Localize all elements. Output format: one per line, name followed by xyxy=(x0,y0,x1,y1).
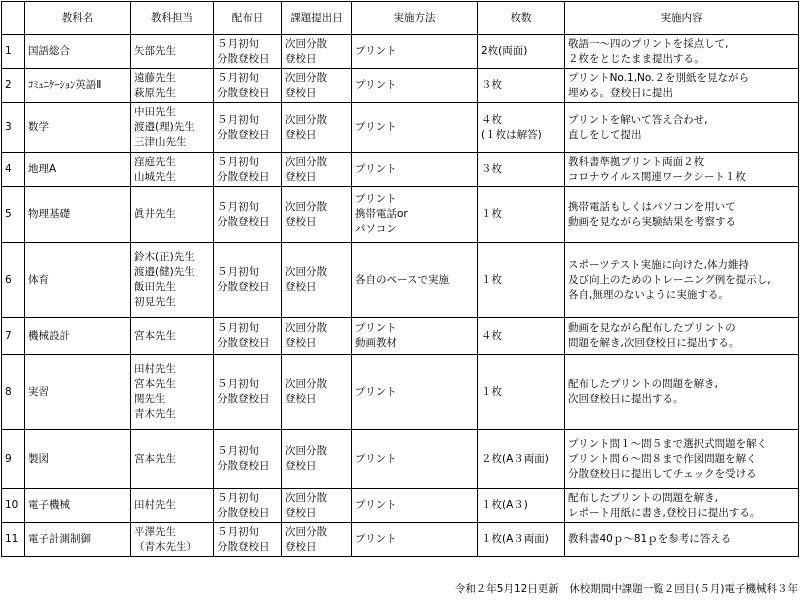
cell-content-line: 及び向上のためのトレーニング例を提示し, xyxy=(568,273,771,286)
cell-method-line: プリント xyxy=(355,322,397,334)
cell-method xyxy=(352,35,478,69)
cell-sheet-count-line: ３枚 xyxy=(481,163,502,175)
cell-due-date xyxy=(282,153,352,187)
cell-teachers-line: 渡邉(健)先生 xyxy=(134,266,195,278)
cell-due-date-line: 登校日 xyxy=(285,460,317,472)
cell-sheet-count-line: １枚 xyxy=(481,208,502,220)
cell-subject: 電子機械 xyxy=(25,489,131,523)
cell-due-date-line: 次回分散 xyxy=(285,155,327,168)
cell-subject: 電子計測制御 xyxy=(25,523,131,557)
cell-distribution-date-line: 分散登校日 xyxy=(217,540,270,553)
cell-due-date-line: 登校日 xyxy=(285,86,317,99)
cell-teachers-line: 眞井先生 xyxy=(134,208,176,220)
cell-due-date-line: 次回分散 xyxy=(285,266,327,278)
cell-teachers-line: 宮本先生 xyxy=(134,378,176,390)
cell-teachers xyxy=(131,187,214,243)
cell-method-line: 携帯電話or xyxy=(355,208,408,220)
table-row xyxy=(2,69,799,103)
cell-sheet-count-line: ４枚 xyxy=(481,329,502,342)
cell-subject: 実習 xyxy=(25,355,131,430)
cell-subject: 製図 xyxy=(25,430,131,489)
cell-teachers xyxy=(131,489,214,523)
cell-distribution-date-line: ５月初旬 xyxy=(217,71,259,84)
cell-no: 1 xyxy=(2,35,25,69)
table-row xyxy=(2,318,799,355)
cell-content xyxy=(565,489,799,523)
cell-subject: 機械設計 xyxy=(25,318,131,355)
table-body xyxy=(2,35,799,557)
cell-distribution-date xyxy=(214,430,282,489)
header-due-date: 課題提出日 xyxy=(282,2,352,35)
cell-due-date-line: 登校日 xyxy=(285,393,317,405)
cell-teachers xyxy=(131,318,214,355)
cell-due-date xyxy=(282,355,352,430)
footer-note: 令和２年5月12日更新 休校期間中課題一覧２回目(５月)電子機械科３年 xyxy=(454,583,798,595)
header-row xyxy=(2,2,799,35)
cell-no: 6 xyxy=(2,243,25,318)
cell-content-line: 分散登校日に提出してチェックを受ける xyxy=(568,467,757,480)
cell-sheet-count xyxy=(478,523,565,557)
cell-sheet-count xyxy=(478,187,565,243)
cell-distribution-date xyxy=(214,318,282,355)
cell-teachers xyxy=(131,69,214,103)
table-row xyxy=(2,243,799,318)
cell-due-date-line: 登校日 xyxy=(285,506,317,519)
cell-content-line: 各自,無理のないように実施する。 xyxy=(568,288,729,301)
cell-method xyxy=(352,187,478,243)
cell-content-line: 教科書40ｐ～81ｐを参考に答える xyxy=(568,533,732,545)
cell-distribution-date-line: 分散登校日 xyxy=(217,215,270,228)
cell-sheet-count-line: １枚 xyxy=(481,385,502,398)
cell-distribution-date-line: 分散登校日 xyxy=(217,52,270,65)
cell-distribution-date-line: 分散登校日 xyxy=(217,128,270,141)
cell-teachers xyxy=(131,523,214,557)
cell-content-line: スポーツテスト実施に向けた,体力維持 xyxy=(568,258,749,271)
cell-teachers-line: 矢部先生 xyxy=(134,45,176,57)
cell-method-line: プリント xyxy=(355,163,397,175)
cell-sheet-count-line: １枚(A３) xyxy=(481,499,528,511)
cell-teachers xyxy=(131,153,214,187)
cell-distribution-date xyxy=(214,35,282,69)
cell-teachers-line: 青木先生 xyxy=(134,408,176,420)
header-no xyxy=(2,2,25,35)
cell-method-line: 動画教材 xyxy=(355,337,397,349)
cell-content-line: プリント問１～問５まで選択式問題を解く xyxy=(568,437,768,450)
cell-no: 7 xyxy=(2,318,25,355)
cell-due-date xyxy=(282,523,352,557)
cell-due-date xyxy=(282,430,352,489)
cell-no: 8 xyxy=(2,355,25,430)
cell-content xyxy=(565,318,799,355)
cell-content-line: 教科書準拠プリント両面２枚 xyxy=(568,155,705,168)
cell-method xyxy=(352,243,478,318)
cell-due-date-line: 登校日 xyxy=(285,215,317,228)
cell-distribution-date-line: ５月初旬 xyxy=(217,113,259,126)
cell-teachers-line: 飯田先生 xyxy=(134,281,176,293)
cell-distribution-date xyxy=(214,153,282,187)
cell-due-date xyxy=(282,489,352,523)
cell-content xyxy=(565,153,799,187)
cell-teachers xyxy=(131,35,214,69)
cell-teachers-line: 初見先生 xyxy=(134,296,176,308)
cell-sheet-count xyxy=(478,153,565,187)
header-method: 実施方法 xyxy=(352,2,478,35)
cell-teachers-line: 関先生 xyxy=(134,393,166,405)
cell-content xyxy=(565,243,799,318)
cell-content-line: 動画を見ながら配布したプリントの xyxy=(568,322,736,334)
cell-subject: 体育 xyxy=(25,243,131,318)
cell-distribution-date-line: ５月初旬 xyxy=(217,155,259,168)
cell-teachers-line: 宮本先生 xyxy=(134,329,176,342)
cell-no: 10 xyxy=(2,489,25,523)
cell-content-line: 配布したプリントの問題を解き, xyxy=(568,378,718,390)
cell-method-line: プリント xyxy=(355,533,397,545)
cell-distribution-date-line: 分散登校日 xyxy=(217,281,270,293)
cell-content-line: 次回登校日に提出する。 xyxy=(568,393,684,405)
cell-method-line: プリント xyxy=(355,121,397,133)
cell-sheet-count-line: ３枚 xyxy=(481,79,502,91)
cell-sheet-count xyxy=(478,430,565,489)
cell-distribution-date xyxy=(214,489,282,523)
table-row xyxy=(2,35,799,69)
cell-due-date xyxy=(282,318,352,355)
cell-content-line: コロナウイルス関連ワークシート１枚 xyxy=(568,170,746,183)
cell-no: 5 xyxy=(2,187,25,243)
cell-sheet-count xyxy=(478,35,565,69)
cell-method-line: プリント xyxy=(355,45,397,57)
table-row xyxy=(2,430,799,489)
cell-sheet-count xyxy=(478,243,565,318)
table-row xyxy=(2,523,799,557)
cell-distribution-date xyxy=(214,187,282,243)
cell-sheet-count-line: (１枚は解答) xyxy=(481,128,542,141)
cell-distribution-date-line: 分散登校日 xyxy=(217,393,270,405)
cell-teachers xyxy=(131,355,214,430)
cell-due-date-line: 登校日 xyxy=(285,337,317,349)
cell-content xyxy=(565,69,799,103)
cell-content xyxy=(565,35,799,69)
header-teachers: 教科担当 xyxy=(131,2,214,35)
cell-teachers-line: 窪庭先生 xyxy=(134,155,176,168)
header-distribution-date: 配布日 xyxy=(214,2,282,35)
cell-method xyxy=(352,318,478,355)
cell-distribution-date xyxy=(214,355,282,430)
cell-content-line: ２枚をとじたまま提出する。 xyxy=(568,52,705,65)
cell-due-date-line: 登校日 xyxy=(285,170,317,183)
cell-method-line: プリント xyxy=(355,193,397,205)
cell-teachers-line: 田村先生 xyxy=(134,499,176,511)
cell-distribution-date-line: 分散登校日 xyxy=(217,506,270,519)
cell-teachers-line: 三津山先生 xyxy=(134,136,187,148)
cell-teachers xyxy=(131,430,214,489)
cell-due-date-line: 次回分散 xyxy=(285,322,327,334)
header-subject: 教科名 xyxy=(25,2,131,35)
cell-method-line: プリント xyxy=(355,499,397,511)
cell-sheet-count xyxy=(478,69,565,103)
header-sheet-count: 枚数 xyxy=(478,2,565,35)
cell-teachers-line: 渡邉(理)先生 xyxy=(134,121,195,133)
cell-distribution-date-line: ５月初旬 xyxy=(217,322,259,334)
cell-method-line: プリント xyxy=(355,79,397,91)
cell-teachers-line: 萩原先生 xyxy=(134,86,176,99)
cell-distribution-date-line: 分散登校日 xyxy=(217,170,270,183)
cell-distribution-date-line: ５月初旬 xyxy=(217,200,259,213)
cell-method xyxy=(352,489,478,523)
assignment-table xyxy=(1,1,799,557)
cell-sheet-count xyxy=(478,355,565,430)
cell-content-line: 配布したプリントの問題を解き, xyxy=(568,491,718,504)
cell-content-line: プリントを解いて答え合わせ, xyxy=(568,113,708,126)
cell-method-line: 各自のペースで実施 xyxy=(355,273,449,286)
cell-method xyxy=(352,355,478,430)
cell-sheet-count xyxy=(478,103,565,153)
cell-subject: 地理A xyxy=(25,153,131,187)
cell-sheet-count-line: ２枚(A３両面) xyxy=(481,452,549,465)
cell-content-line: 携帯電話もしくはパソコンを用いて xyxy=(568,200,736,213)
cell-content-line: プリントNo.1,No.２を別紙を見ながら xyxy=(568,71,749,84)
cell-content xyxy=(565,523,799,557)
cell-method-line: プリント xyxy=(355,452,397,465)
cell-due-date-line: 次回分散 xyxy=(285,71,327,84)
table-row xyxy=(2,187,799,243)
cell-due-date-line: 登校日 xyxy=(285,128,317,141)
cell-distribution-date-line: 分散登校日 xyxy=(217,460,270,472)
cell-distribution-date-line: ５月初旬 xyxy=(217,491,259,504)
cell-teachers-line: 宮本先生 xyxy=(134,452,176,465)
cell-sheet-count-line: １枚 xyxy=(481,273,502,286)
table-row xyxy=(2,355,799,430)
cell-method xyxy=(352,69,478,103)
cell-content xyxy=(565,430,799,489)
cell-teachers xyxy=(131,103,214,153)
cell-content xyxy=(565,187,799,243)
cell-teachers xyxy=(131,243,214,318)
cell-distribution-date-line: ５月初旬 xyxy=(217,525,259,538)
cell-due-date xyxy=(282,243,352,318)
cell-sheet-count-line: 2枚(両面) xyxy=(481,45,528,57)
cell-method-line: プリント xyxy=(355,385,397,398)
cell-teachers-line: 田村先生 xyxy=(134,363,176,375)
cell-distribution-date xyxy=(214,69,282,103)
cell-content-line: 動画を見ながら実験結果を考察する xyxy=(568,215,736,228)
cell-subject: 数学 xyxy=(25,103,131,153)
cell-sheet-count-line: １枚(A３両面) xyxy=(481,533,549,545)
cell-teachers-line: 中田先生 xyxy=(134,106,176,118)
cell-distribution-date xyxy=(214,243,282,318)
cell-distribution-date-line: ５月初旬 xyxy=(217,37,259,50)
cell-distribution-date xyxy=(214,103,282,153)
cell-teachers-line: （青木先生） xyxy=(134,540,197,553)
cell-distribution-date-line: ５月初旬 xyxy=(217,266,259,278)
cell-content xyxy=(565,103,799,153)
cell-due-date-line: 登校日 xyxy=(285,52,317,65)
cell-due-date-line: 次回分散 xyxy=(285,491,327,504)
cell-due-date-line: 次回分散 xyxy=(285,445,327,457)
cell-no: 11 xyxy=(2,523,25,557)
cell-due-date-line: 登校日 xyxy=(285,281,317,293)
cell-teachers-line: 鈴木(正)先生 xyxy=(134,251,195,263)
cell-due-date-line: 次回分散 xyxy=(285,200,327,213)
cell-method xyxy=(352,153,478,187)
cell-content-line: 敬語一～四のプリントを採点して, xyxy=(568,37,729,50)
cell-distribution-date-line: 分散登校日 xyxy=(217,337,270,349)
cell-sheet-count xyxy=(478,318,565,355)
cell-subject: 国語総合 xyxy=(25,35,131,69)
cell-distribution-date-line: 分散登校日 xyxy=(217,86,270,99)
cell-content-line: 埋める。登校日に提出 xyxy=(568,86,673,99)
cell-due-date xyxy=(282,69,352,103)
cell-due-date-line: 登校日 xyxy=(285,540,317,553)
cell-distribution-date-line: ５月初旬 xyxy=(217,378,259,390)
cell-method xyxy=(352,523,478,557)
cell-content-line: プリント問６～問８まで作図問題を解く xyxy=(568,452,757,465)
cell-content xyxy=(565,355,799,430)
cell-subject: 物理基礎 xyxy=(25,187,131,243)
cell-method xyxy=(352,103,478,153)
cell-content-line: 直しをして提出 xyxy=(568,128,642,141)
cell-due-date-line: 次回分散 xyxy=(285,378,327,390)
cell-due-date xyxy=(282,103,352,153)
cell-sheet-count-line: ４枚 xyxy=(481,113,502,126)
cell-due-date-line: 次回分散 xyxy=(285,37,327,50)
cell-due-date-line: 次回分散 xyxy=(285,525,327,538)
cell-teachers-line: 平澤先生 xyxy=(134,525,176,538)
cell-content-line: レポート用紙に書き,登校日に提出する。 xyxy=(568,506,761,519)
cell-teachers-line: 遠藤先生 xyxy=(134,71,176,84)
cell-method-line: パソコン xyxy=(355,223,397,235)
cell-due-date-line: 次回分散 xyxy=(285,113,327,126)
cell-no: 9 xyxy=(2,430,25,489)
cell-no: 4 xyxy=(2,153,25,187)
cell-distribution-date xyxy=(214,523,282,557)
cell-no: 2 xyxy=(2,69,25,103)
cell-method xyxy=(352,430,478,489)
cell-sheet-count xyxy=(478,489,565,523)
cell-distribution-date-line: ５月初旬 xyxy=(217,445,259,457)
cell-content-line: 問題を解き,次回登校日に提出する。 xyxy=(568,337,740,349)
table-row xyxy=(2,153,799,187)
cell-due-date xyxy=(282,35,352,69)
cell-no: 3 xyxy=(2,103,25,153)
cell-teachers-line: 山城先生 xyxy=(134,170,176,183)
cell-subject: ｺﾐｭﾆｹｰｼｮﾝ英語Ⅱ xyxy=(25,69,131,103)
cell-due-date xyxy=(282,187,352,243)
table-row xyxy=(2,489,799,523)
table-row xyxy=(2,103,799,153)
header-content: 実施内容 xyxy=(565,2,799,35)
